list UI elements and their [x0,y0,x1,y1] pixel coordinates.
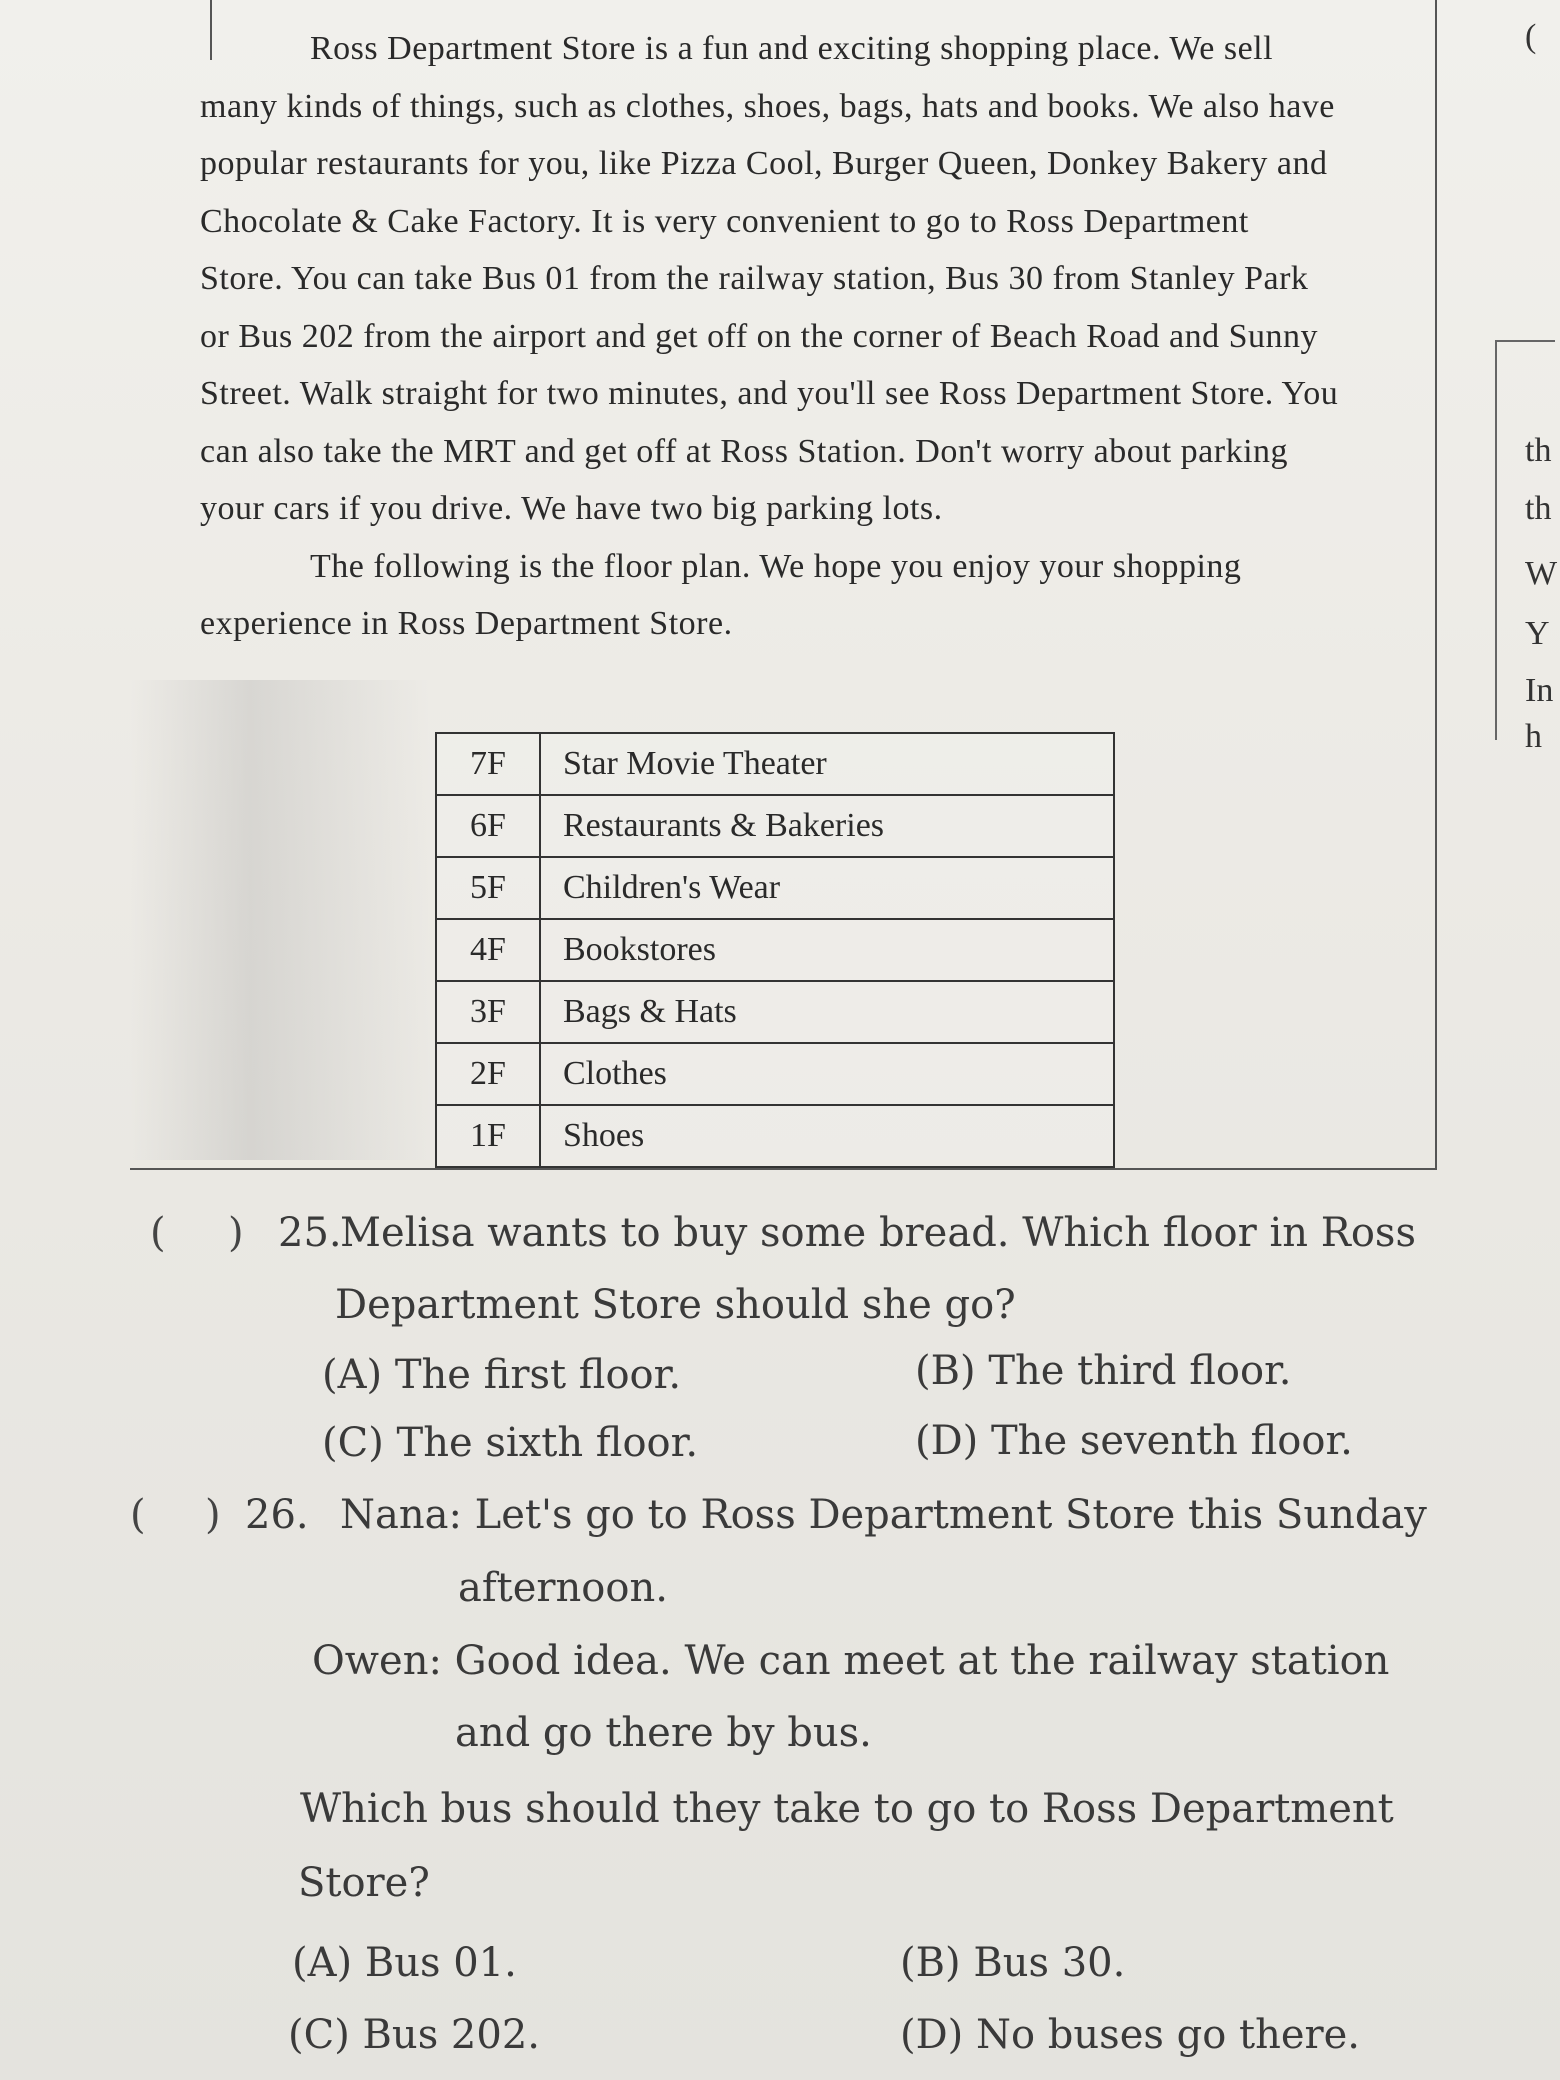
answer-blank-open[interactable]: ( [150,1210,166,1256]
question-text: Nana: Let's go to Ross Department Store this Sunday [340,1492,1427,1538]
frame-right-line [1435,0,1437,1170]
question-text: afternoon. [458,1565,668,1611]
option-c[interactable]: (C) The sixth floor. [322,1420,699,1466]
question-text: Which bus should they take to go to Ross Department [300,1786,1394,1832]
table-row [436,857,1114,919]
question-text: Store? [298,1860,430,1906]
table-row [436,733,1114,795]
option-b[interactable]: (B) The third floor. [915,1348,1292,1394]
floor-name: Restaurants & Bakeries [540,795,1114,857]
side-fragment: In [1525,672,1554,709]
question-text: Department Store should she go? [335,1282,1016,1328]
floor-number: 5F [436,857,540,919]
frame-bottom-line [130,1168,1437,1170]
side-fragment: ( [1525,18,1537,55]
floor-name: Shoes [540,1105,1114,1167]
table-row [436,795,1114,857]
option-c[interactable]: (C) Bus 202. [288,2012,540,2058]
answer-blank-open[interactable]: ( [130,1492,146,1538]
question-text: Owen: Good idea. We can meet at the railway station [312,1638,1390,1684]
side-fragment: th [1525,490,1552,527]
question-number: 26. [245,1492,309,1538]
table-row [436,1043,1114,1105]
floor-plan-table [435,732,1115,1168]
shadow [130,680,430,1160]
option-a[interactable]: (A) Bus 01. [292,1940,517,1986]
table-row [436,981,1114,1043]
reading-passage [200,20,1340,653]
question-text: Melisa wants to buy some bread. Which floor in Ross [340,1210,1416,1256]
floor-number: 1F [436,1105,540,1167]
option-a[interactable]: (A) The first floor. [322,1352,682,1398]
floor-name: Bags & Hats [540,981,1114,1043]
side-fragment: Y [1525,615,1550,652]
option-d[interactable]: (D) No buses go there. [900,2012,1361,2058]
next-column-top-line [1495,340,1555,342]
floor-name: Bookstores [540,919,1114,981]
side-fragment: h [1525,718,1542,755]
table-row [436,919,1114,981]
table-row [436,1105,1114,1167]
floor-number: 7F [436,733,540,795]
floor-name: Clothes [540,1043,1114,1105]
question-number: 25. [278,1210,342,1256]
side-fragment: W [1525,555,1558,592]
floor-number: 4F [436,919,540,981]
next-column-line [1495,340,1497,740]
passage-paragraph-1: Ross Department Store is a fun and exciting shopping place. We sell many kinds of things, such as clothes, shoes, bags, hats and books. We also have popular restaurants for you, like Pizza Cool, Burger Queen, Donkey Bakery and Chocolate & Cake Factory. It is very convenient to go to Ross Department Store. You can take Bus 01 from the railway station, Bus 30 from Stanley Park or Bus 202 from the airport and get off on the corner of Beach Road and Sunny Street. Walk straight for two minutes, and you'll see Ross Department Store. You can also take the MRT and get off at Ross Station. Don't worry about parking your cars if you drive. We have two big parking lots. [200,30,1339,527]
side-fragment: th [1525,432,1552,469]
floor-name: Star Movie Theater [540,733,1114,795]
floor-number: 6F [436,795,540,857]
answer-blank-close[interactable]: ) [205,1492,221,1538]
floor-number: 3F [436,981,540,1043]
passage-paragraph-2: The following is the floor plan. We hope you enjoy your shopping experience in Ross Department Store. [200,547,1242,642]
answer-blank-close[interactable]: ) [228,1210,244,1256]
question-text: and go there by bus. [455,1710,872,1756]
floor-name: Children's Wear [540,857,1114,919]
option-b[interactable]: (B) Bus 30. [900,1940,1126,1986]
floor-number: 2F [436,1043,540,1105]
option-d[interactable]: (D) The seventh floor. [915,1418,1353,1464]
